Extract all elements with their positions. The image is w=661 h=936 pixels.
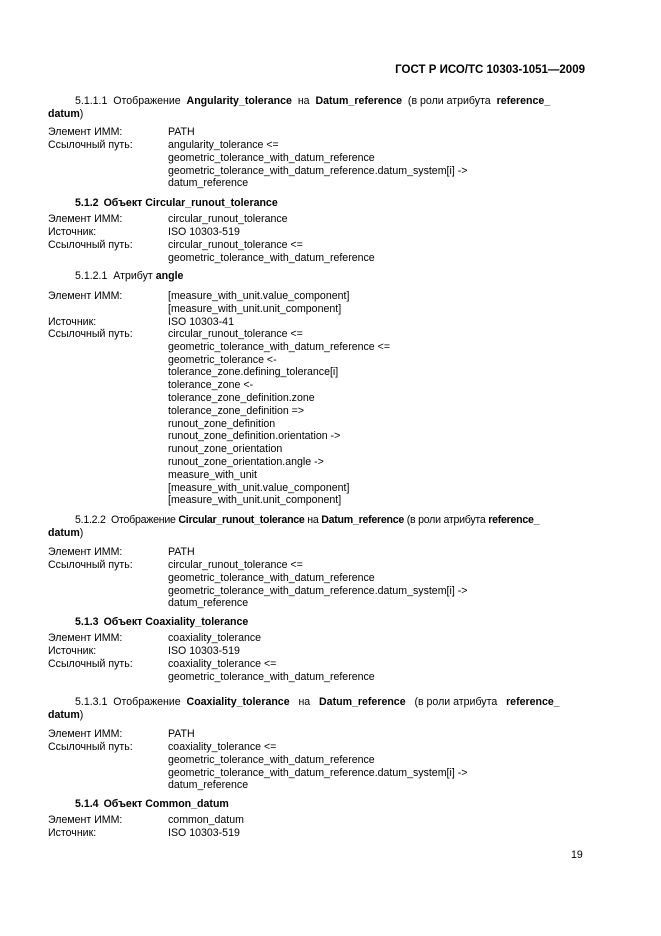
ref-path-value bbox=[168, 328, 390, 507]
attribute-name: angle bbox=[155, 270, 184, 282]
ref-path-label: Ссылочный путь: bbox=[48, 559, 133, 571]
section-title: Объект Coaxiality_tolerance bbox=[103, 616, 249, 628]
path-line: tolerance_zone_definition.zone bbox=[168, 391, 315, 404]
element-label: Элемент ИММ: bbox=[48, 126, 123, 138]
element-value: circular_runout_tolerance bbox=[168, 213, 288, 225]
text: Отображение bbox=[111, 514, 176, 526]
section-number: 5.1.3 bbox=[75, 616, 99, 628]
element-label: Элемент ИММ: bbox=[48, 213, 123, 225]
path-line: circular_runout_tolerance <= bbox=[168, 328, 303, 340]
ref-path-label: Ссылочный путь: bbox=[48, 658, 133, 670]
path-line: tolerance_zone.defining_tolerance[i] bbox=[168, 366, 339, 379]
path-line: geometric_tolerance_with_datum_reference bbox=[168, 571, 375, 584]
path-line: geometric_tolerance_with_datum_reference.datum_system[i] -> bbox=[168, 164, 468, 177]
section-heading-5-1-4 bbox=[75, 798, 229, 811]
path-line: measure_with_unit bbox=[168, 468, 257, 481]
document-header: ГОСТ Р ИСО/ТС 10303-1051—2009 bbox=[395, 64, 585, 76]
path-line: [measure_with_unit.value_component] bbox=[168, 481, 350, 494]
element-value: coaxiality_tolerance bbox=[168, 632, 262, 644]
entity-name: Datum_reference bbox=[319, 696, 406, 708]
path-line: datum_reference bbox=[168, 779, 249, 792]
path-line: datum_reference bbox=[168, 597, 249, 610]
paragraph-number: 5.1.1.1 bbox=[75, 95, 108, 107]
source-label: Источник: bbox=[48, 827, 97, 839]
path-line: runout_zone_orientation bbox=[168, 443, 283, 456]
text: на bbox=[298, 696, 311, 708]
ref-path-label: Ссылочный путь: bbox=[48, 328, 133, 340]
entity-name: Datum_reference bbox=[315, 95, 403, 107]
attribute-name: datum bbox=[48, 107, 80, 120]
ref-path-label: Ссылочный путь: bbox=[48, 741, 133, 753]
section-heading-5-1-2 bbox=[75, 197, 278, 210]
source-value: ISO 10303-519 bbox=[168, 827, 240, 839]
element-label: Элемент ИММ: bbox=[48, 814, 123, 826]
source-value: ISO 10303-519 bbox=[168, 226, 240, 238]
element-line: [measure_with_unit.unit_component] bbox=[168, 302, 342, 315]
element-value: PATH bbox=[168, 126, 195, 138]
paragraph-number: 5.1.2.2 bbox=[75, 514, 106, 526]
section-number: 5.1.4 bbox=[75, 798, 99, 810]
text: Атрибут bbox=[113, 270, 153, 282]
attribute-name: reference_ bbox=[496, 95, 551, 107]
text: ) bbox=[79, 526, 84, 539]
attribute-name: datum bbox=[48, 526, 80, 539]
page-number: 19 bbox=[571, 849, 583, 861]
paragraph-number: 5.1.3.1 bbox=[75, 696, 108, 708]
path-line: [measure_with_unit.unit_component] bbox=[168, 494, 342, 507]
source-label: Источник: bbox=[48, 645, 97, 657]
text: ) bbox=[79, 708, 84, 721]
path-line: runout_zone_definition.orientation -> bbox=[168, 430, 341, 443]
ref-path-value bbox=[168, 559, 467, 610]
section-title: Объект Common_datum bbox=[103, 798, 229, 810]
path-line: circular_runout_tolerance <= bbox=[168, 559, 303, 571]
element-label: Элемент ИММ: bbox=[48, 546, 123, 558]
path-line: coaxiality_tolerance <= bbox=[168, 658, 277, 670]
path-line: circular_runout_tolerance <= bbox=[168, 239, 303, 251]
entity-name: Datum_reference bbox=[321, 514, 405, 526]
element-value: common_datum bbox=[168, 814, 244, 826]
text: (в роли атрибута bbox=[407, 95, 491, 107]
attribute-name: reference_ bbox=[506, 696, 560, 708]
source-label: Источник: bbox=[48, 226, 97, 238]
path-line: geometric_tolerance_with_datum_reference bbox=[168, 753, 375, 766]
ref-path-value bbox=[168, 139, 467, 190]
paragraph-number: 5.1.2.1 bbox=[75, 270, 108, 282]
element-label: Элемент ИММ: bbox=[48, 290, 123, 302]
element-value: PATH bbox=[168, 546, 195, 558]
text: Отображение bbox=[113, 95, 181, 107]
path-line: runout_zone_definition bbox=[168, 417, 276, 430]
section-title: Объект Circular_runout_tolerance bbox=[103, 197, 278, 209]
element-value: PATH bbox=[168, 728, 195, 740]
section-heading-5-1-3 bbox=[75, 616, 248, 629]
attribute-name: reference_ bbox=[488, 514, 540, 526]
text: Отображение bbox=[113, 696, 181, 708]
element-value bbox=[168, 290, 349, 316]
path-line: geometric_tolerance_with_datum_reference bbox=[168, 151, 375, 164]
ref-path-label: Ссылочный путь: bbox=[48, 239, 133, 251]
mapping-paragraph-5-1-3-1 bbox=[48, 696, 588, 722]
text: на bbox=[297, 95, 310, 107]
source-value: ISO 10303-41 bbox=[168, 316, 234, 328]
mapping-paragraph-5-1-2-2 bbox=[48, 514, 588, 540]
ref-path-label: Ссылочный путь: bbox=[48, 139, 133, 151]
element-line: [measure_with_unit.value_component] bbox=[168, 290, 350, 302]
path-line: runout_zone_orientation.angle -> bbox=[168, 455, 324, 468]
text: (в роли атрибута bbox=[414, 696, 498, 708]
entity-name: Circular_runout_tolerance bbox=[178, 514, 305, 526]
mapping-paragraph-5-1-1-1 bbox=[48, 95, 588, 121]
element-label: Элемент ИММ: bbox=[48, 632, 123, 644]
path-line: geometric_tolerance <- bbox=[168, 353, 277, 366]
entity-name: Angularity_tolerance bbox=[186, 95, 292, 107]
path-line: geometric_tolerance_with_datum_reference bbox=[168, 670, 375, 683]
path-line: geometric_tolerance_with_datum_reference.datum_system[i] -> bbox=[168, 766, 468, 779]
path-line: geometric_tolerance_with_datum_reference.datum_system[i] -> bbox=[168, 584, 468, 597]
ref-path-value bbox=[168, 741, 467, 792]
source-value: ISO 10303-519 bbox=[168, 645, 240, 657]
text: ) bbox=[79, 107, 84, 120]
text: на bbox=[307, 514, 319, 526]
text: (в роли атрибута bbox=[406, 514, 486, 526]
path-line: coaxiality_tolerance <= bbox=[168, 741, 277, 753]
ref-path-value bbox=[168, 239, 375, 265]
path-line: datum_reference bbox=[168, 177, 249, 190]
path-line: tolerance_zone_definition => bbox=[168, 404, 305, 417]
attribute-name: datum bbox=[48, 708, 80, 721]
source-label: Источник: bbox=[48, 316, 97, 328]
path-line: geometric_tolerance_with_datum_reference <= bbox=[168, 340, 391, 353]
attribute-heading-5-1-2-1 bbox=[75, 270, 183, 283]
element-label: Элемент ИММ: bbox=[48, 728, 123, 740]
path-line: geometric_tolerance_with_datum_reference bbox=[168, 251, 375, 264]
section-number: 5.1.2 bbox=[75, 197, 99, 209]
path-line: tolerance_zone <- bbox=[168, 379, 254, 392]
entity-name: Coaxiality_tolerance bbox=[186, 696, 290, 708]
path-line: angularity_tolerance <= bbox=[168, 139, 279, 151]
ref-path-value bbox=[168, 658, 375, 684]
